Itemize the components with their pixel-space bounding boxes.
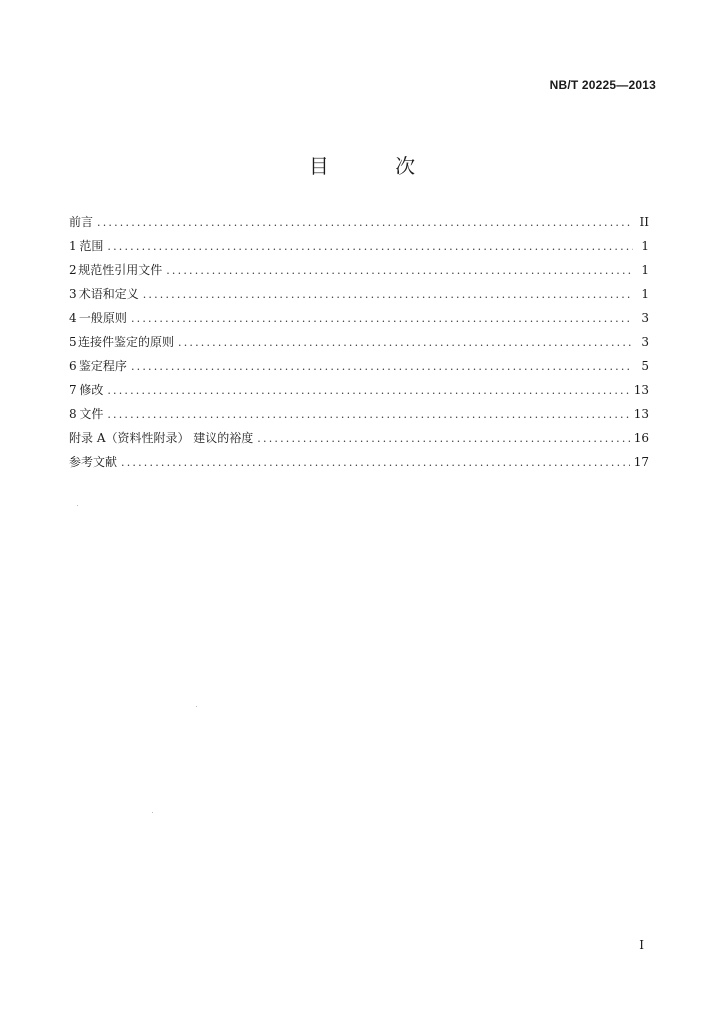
toc-entry-page: 1	[641, 239, 649, 253]
toc-entry-page: 5	[641, 359, 649, 373]
toc-entry-label: 修改	[79, 383, 104, 397]
toc-entry-normative-references[interactable]	[69, 258, 649, 282]
toc-dot-leader	[257, 427, 629, 451]
toc-entry-number: 2	[69, 263, 77, 277]
toc-entry-page: 1	[641, 287, 649, 301]
toc-entry-number: 5	[69, 335, 77, 349]
toc-entry-scope[interactable]	[69, 234, 649, 258]
scan-speck	[196, 706, 197, 707]
toc-entry-label: 连接件鉴定的原则	[77, 335, 174, 349]
toc-dot-leader	[166, 259, 633, 283]
toc-entry-number: 4	[69, 311, 77, 325]
page-title: 目 次	[308, 154, 446, 178]
toc-entry-page: 3	[641, 335, 649, 349]
toc-entry-label: 文件	[79, 407, 104, 421]
toc-entry-label: 一般原则	[78, 311, 127, 325]
toc-entry-documentation[interactable]	[69, 402, 649, 426]
toc-entry-page: 3	[641, 311, 649, 325]
toc-dot-leader	[107, 235, 633, 259]
toc-entry-foreword[interactable]	[69, 210, 649, 234]
page-number: I	[639, 938, 644, 952]
toc-entry-label: 术语和定义	[78, 287, 139, 301]
toc-entry-label: 参考文献	[69, 455, 118, 469]
toc-entry-label: 范围	[79, 239, 104, 253]
toc-entry-number: 3	[69, 287, 77, 301]
toc-entry-label: 附录 A（资料性附录） 建议的裕度	[69, 431, 254, 445]
toc-entry-annex-a[interactable]	[69, 426, 649, 450]
toc-entry-qualification-procedure[interactable]	[69, 354, 649, 378]
toc-entry-page: 13	[633, 383, 649, 397]
toc-dot-leader	[107, 379, 629, 403]
toc-entry-connector-qualification[interactable]	[69, 330, 649, 354]
scan-speck	[152, 812, 153, 813]
toc-dot-leader	[131, 307, 633, 331]
toc-entry-page: 13	[633, 407, 649, 421]
toc-dot-leader	[97, 211, 633, 235]
toc-entry-number: 8	[69, 407, 77, 421]
toc-entry-bibliography[interactable]	[69, 450, 649, 474]
toc-entry-page: 17	[633, 455, 649, 469]
toc-entry-number: 1	[69, 239, 77, 253]
standard-code: NB/T 20225—2013	[549, 78, 656, 92]
toc-entry-label: 鉴定程序	[78, 359, 127, 373]
table-of-contents	[69, 210, 649, 474]
toc-entry-number: 6	[69, 359, 77, 373]
toc-entry-label: 前言	[69, 215, 94, 229]
toc-entry-number: 7	[69, 383, 77, 397]
toc-entry-general-principles[interactable]	[69, 306, 649, 330]
toc-dot-leader	[131, 355, 633, 379]
toc-dot-leader	[178, 331, 633, 355]
toc-entry-page: II	[639, 215, 649, 229]
toc-dot-leader	[107, 403, 629, 427]
toc-entry-label: 规范性引用文件	[78, 263, 163, 277]
toc-entry-page: 16	[633, 431, 649, 445]
toc-entry-modification[interactable]	[69, 378, 649, 402]
toc-dot-leader	[143, 283, 633, 307]
toc-dot-leader	[121, 451, 630, 475]
toc-entry-page: 1	[641, 263, 649, 277]
toc-entry-terms-definitions[interactable]	[69, 282, 649, 306]
scan-speck	[77, 505, 78, 506]
